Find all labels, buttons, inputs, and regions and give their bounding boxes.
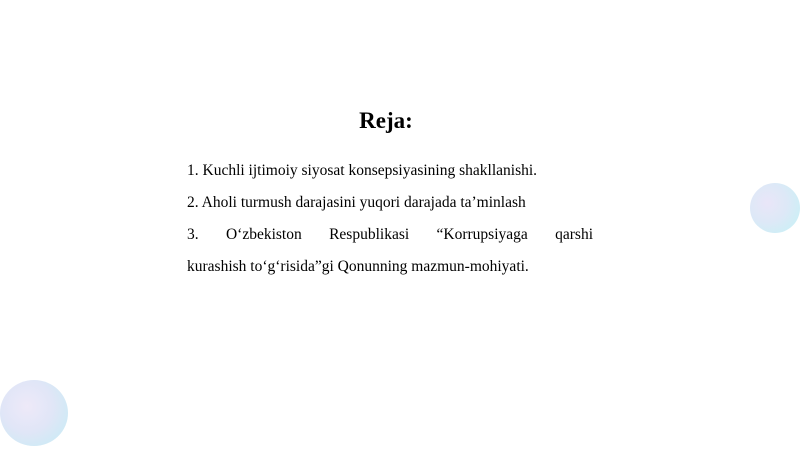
plan-item-3-line-2: kurashish to‘g‘risida”gi Qonunning mazmun-mohiyati.: [187, 258, 529, 275]
decorative-circle-left: [0, 380, 68, 446]
slide-title: Reja:: [359, 108, 413, 133]
plan-list: [187, 155, 593, 283]
plan-item-2: 2. Aholi turmush darajasini yuqori darajada ta’minlash: [187, 194, 526, 211]
plan-item-1: 1. Kuchli ijtimoiy siyosat konsepsiyasining shakllanishi.: [187, 162, 538, 179]
plan-item-3-line-1: 3. O‘zbekiston Respublikasi “Korrupsiyaga qarshi: [187, 226, 593, 243]
decorative-circle-right: [750, 183, 800, 233]
